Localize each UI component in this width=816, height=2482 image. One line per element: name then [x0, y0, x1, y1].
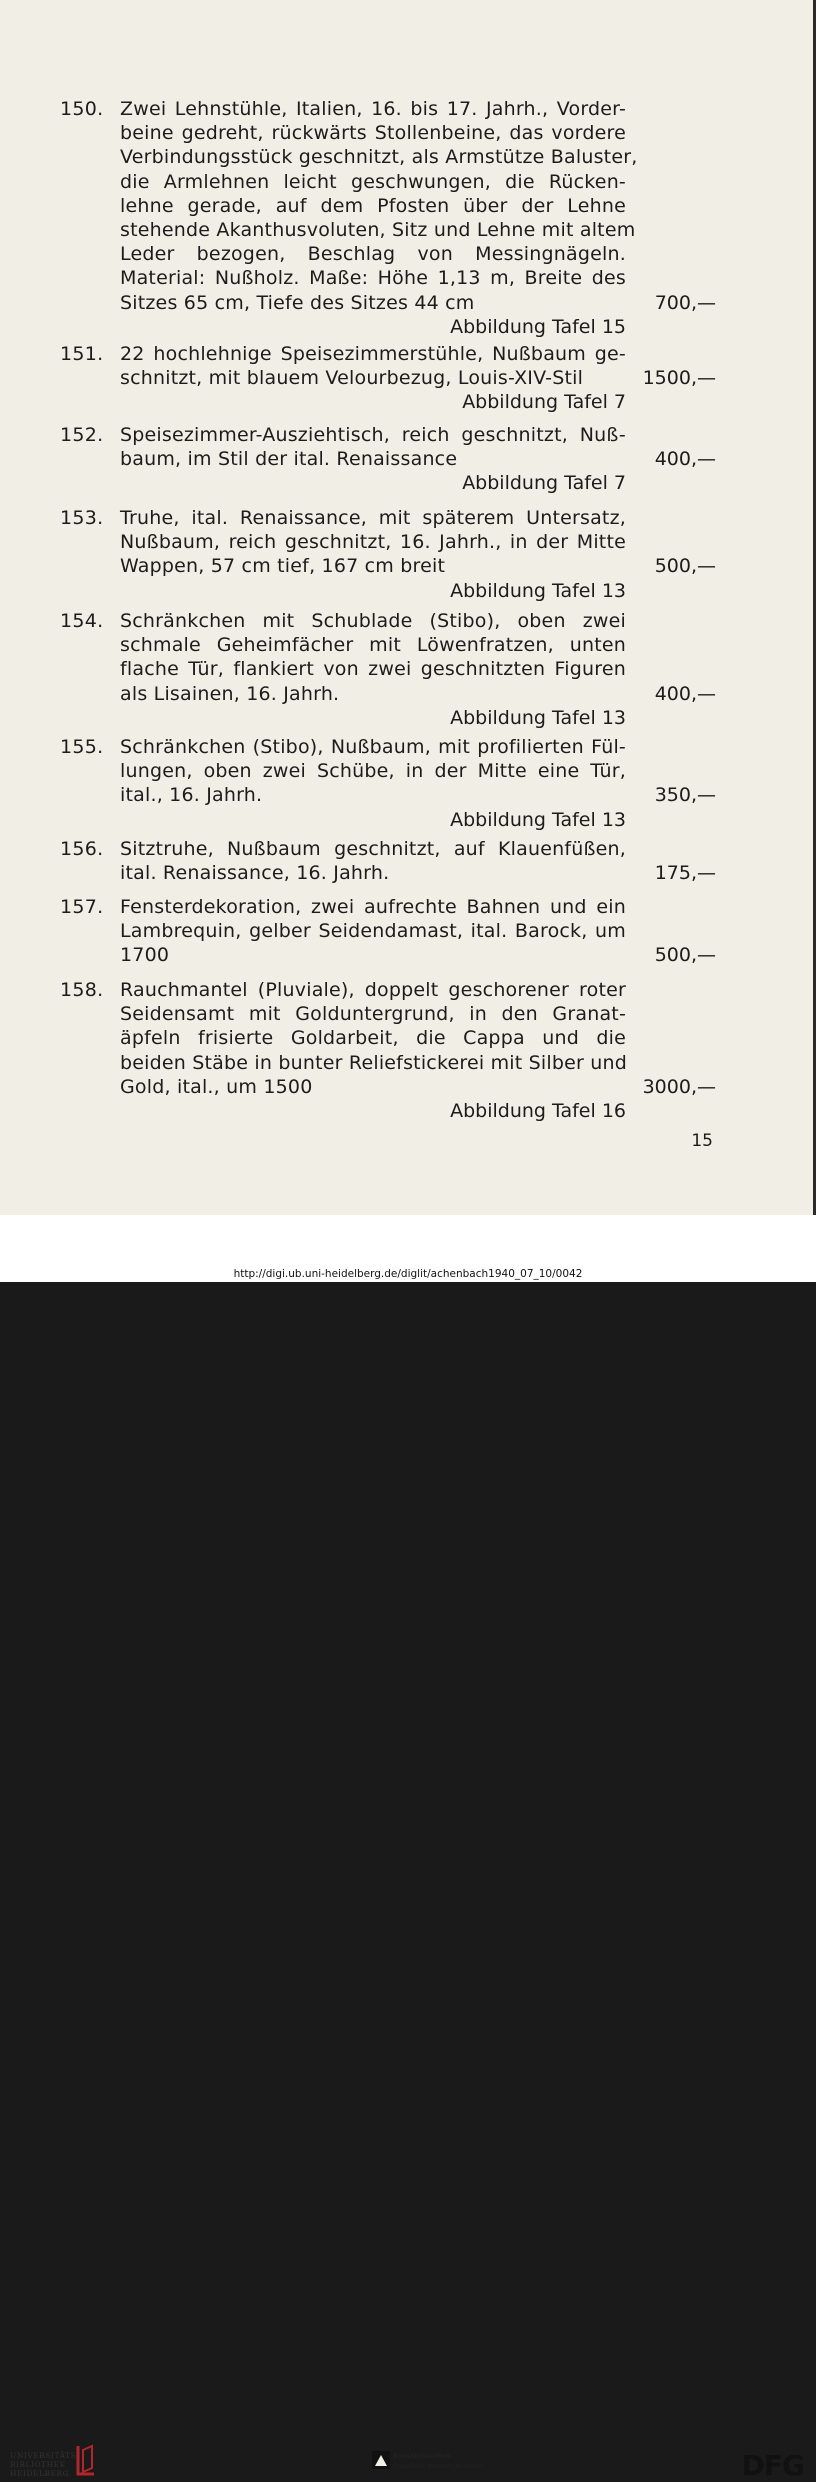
entry-illustration-reference: Abbildung Tafel 7 [462, 391, 626, 414]
entry-price: 3000,— [642, 1075, 716, 1098]
entry-illustration-reference: Abbildung Tafel 15 [450, 315, 626, 338]
entry-illustration-reference: Abbildung Tafel 13 [450, 579, 626, 602]
entry-description-line: 1700 [120, 944, 170, 967]
entry-description-line: Zwei Lehnstühle, Italien, 16. bis 17. Jahrh., Vorder- [120, 98, 626, 120]
entry-illustration-reference: Abbildung Tafel 7 [462, 472, 626, 495]
entry-number: 150. [60, 98, 104, 120]
entry-description-line: beine gedreht, rückwärts Stollenbeine, das vordere [120, 122, 626, 145]
entry-description-line: Fensterdekoration, zwei aufrechte Bahnen und ein [120, 896, 626, 918]
entry-description-line: Sitzes 65 cm, Tiefe des Sitzes 44 cm [120, 291, 475, 314]
entry-description-line: stehende Akanthusvoluten, Sitz und Lehne mit altem [120, 219, 636, 241]
entry-illustration-reference: Abbildung Tafel 16 [450, 1100, 626, 1122]
entry-price: 350,— [654, 784, 716, 807]
entry-price: 400,— [654, 448, 716, 471]
catalog-page [0, 0, 816, 1215]
entry-number: 158. [60, 979, 104, 1001]
entry-number: 152. [60, 424, 104, 446]
entry-price: 175,— [654, 862, 716, 885]
entry-number: 155. [60, 736, 104, 758]
entry-number: 153. [60, 507, 104, 529]
entry-number: 151. [60, 343, 104, 365]
entry-description-line: Gold, ital., um 1500 [120, 1075, 313, 1098]
entry-price: 500,— [654, 944, 716, 967]
entry-illustration-reference: Abbildung Tafel 13 [450, 706, 626, 729]
dfg-logo: DFG [741, 2449, 804, 2482]
entry-description-line: Nußbaum, reich geschnitzt, 16. Jahrh., in der Mitte [120, 531, 626, 554]
entry-number: 157. [60, 896, 104, 918]
entry-price: 400,— [654, 682, 716, 705]
kunstbibliothek-subtitle: Staatliche Museen zu Berlin [393, 2462, 484, 2470]
page-number: 15 [691, 1131, 713, 1151]
entry-description-line: Wappen, 57 cm tief, 167 cm breit [120, 555, 446, 578]
entry-description-line: Schränkchen (Stibo), Nußbaum, mit profilierten Fül- [120, 736, 626, 758]
entry-description-line: schmale Geheimfächer mit Löwenfratzen, unten [120, 634, 626, 657]
university-line: HEIDELBERG [10, 2469, 70, 2478]
kunstbibliothek-title: Kunstbibliothek [393, 2452, 452, 2460]
university-library-logo-icon [74, 2444, 98, 2478]
university-library-logo-text [10, 2451, 80, 2478]
entry-description-line: ital. Renaissance, 16. Jahrh. [120, 862, 390, 885]
entry-description-line: Seidensamt mit Golduntergrund, in den Granat- [120, 1003, 626, 1026]
entry-price: 1500,— [642, 367, 716, 390]
entry-description-line: lungen, oben zwei Schübe, in der Mitte eine Tür, [120, 760, 626, 783]
kunstbibliothek-logo-icon [372, 2451, 390, 2469]
entry-description-line: flache Tür, flankiert von zwei geschnitzten Figuren [120, 658, 626, 681]
entry-price: 500,— [654, 555, 716, 578]
entry-description-line: als Lisainen, 16. Jahrh. [120, 682, 340, 705]
university-line: BIBLIOTHEK [10, 2460, 66, 2469]
entry-description-line: Material: Nußholz. Maße: Höhe 1,13 m, Breite des [120, 267, 626, 290]
entry-description-line: lehne gerade, auf dem Pfosten über der Lehne [120, 194, 626, 217]
entry-description-line: äpfeln frisierte Goldarbeit, die Cappa und die [120, 1027, 626, 1050]
entry-description-line: Leder bezogen, Beschlag von Messingnägeln. [120, 243, 626, 266]
entry-description-line: Verbindungsstück geschnitzt, als Armstütze Baluster, [120, 146, 638, 169]
kunstbibliothek-label [393, 2451, 483, 2471]
university-line: UNIVERSITÄTS- [10, 2451, 80, 2460]
entry-description-line: 22 hochlehnige Speisezimmerstühle, Nußbaum ge- [120, 343, 626, 365]
entry-description-line: Speisezimmer-Ausziehtisch, reich geschnitzt, Nuß- [120, 424, 626, 446]
entry-description-line: die Armlehnen leicht geschwungen, die Rücken- [120, 170, 626, 193]
entry-description-line: Sitztruhe, Nußbaum geschnitzt, auf Klauenfüßen, [120, 838, 626, 860]
entry-description-line: baum, im Stil der ital. Renaissance [120, 448, 458, 471]
entry-number: 154. [60, 610, 104, 632]
entry-description-line: Rauchmantel (Pluviale), doppelt geschorener roter [120, 979, 626, 1001]
entry-description-line: ital., 16. Jahrh. [120, 784, 263, 807]
entry-description-line: Lambrequin, gelber Seidendamast, ital. Barock, um [120, 920, 626, 943]
entry-description-line: schnitzt, mit blauem Velourbezug, Louis-XIV-Stil [120, 367, 584, 390]
source-url[interactable]: http://digi.ub.uni-heidelberg.de/diglit/achenbach1940_07_10/0042 [0, 1267, 816, 1282]
entry-price: 700,— [654, 291, 716, 314]
entry-description-line: Schränkchen mit Schublade (Stibo), oben zwei [120, 610, 626, 632]
entry-description-line: beiden Stäbe in bunter Reliefstickerei mit Silber und [120, 1051, 628, 1074]
entry-illustration-reference: Abbildung Tafel 13 [450, 808, 626, 831]
entry-number: 156. [60, 838, 104, 860]
entry-description-line: Truhe, ital. Renaissance, mit späterem Untersatz, [120, 507, 626, 529]
